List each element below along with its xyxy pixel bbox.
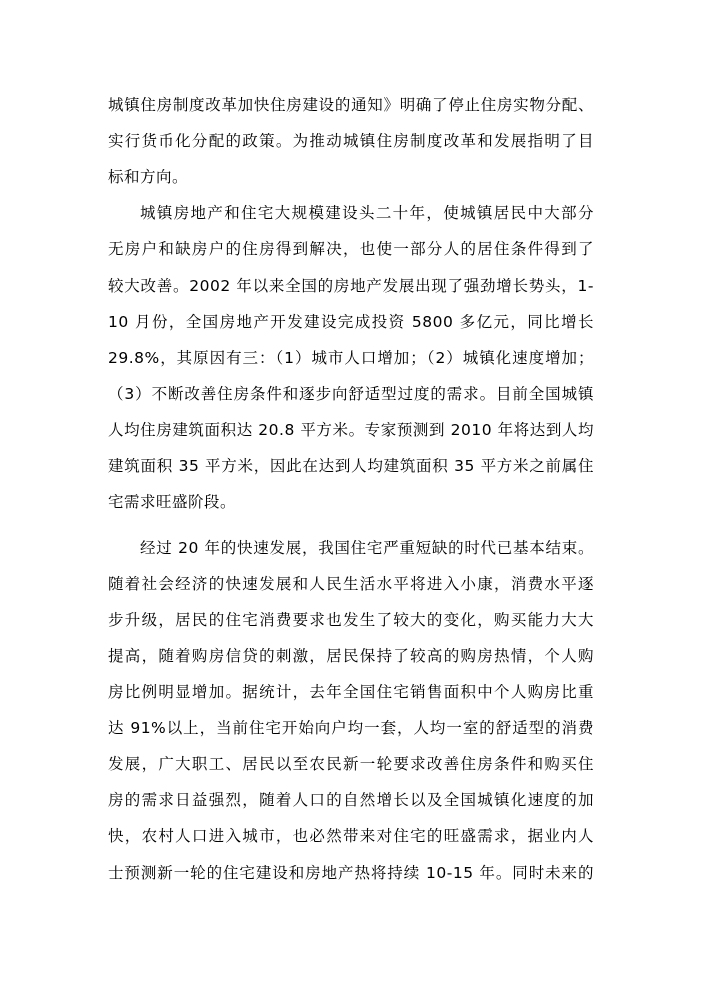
text-line-16: 提高，随着购房信贷的刺激，居民保持了较高的购房热情，个人购 [108, 647, 594, 665]
text-line-15: 步升级，居民的住宅消费要求也发生了较大的变化，购买能力大大 [108, 611, 594, 629]
text-line-2: 实行货币化分配的政策。为推动城镇住房制度改革和发展指明了目 [108, 132, 594, 150]
text-line-17: 房比例明显增加。据统计，去年全国住宅销售面积中个人购房比重 [108, 683, 594, 701]
text-line-22: 士预测新一轮的住宅建设和房地产热将持续 10-15 年。同时未来的 [108, 864, 594, 882]
text-line-11: 建筑面积 35 平方米，因此在达到人均建筑面积 35 平方米之前属住 [108, 457, 594, 475]
text-line-3: 标和方向。 [108, 168, 189, 186]
text-line-18: 达 91%以上，当前住宅开始向户均一套，人均一室的舒适型的消费 [108, 719, 594, 737]
text-line-10: 人均住房建筑面积达 20.8 平方米。专家预测到 2010 年将达到人均 [108, 421, 594, 439]
text-line-5: 无房户和缺房户的住房得到解决，也使一部分人的居住条件得到了 [108, 240, 594, 258]
text-line-1: 城镇住房制度改革加快住房建设的通知》明确了停止住房实物分配、 [108, 96, 594, 114]
text-line-6: 较大改善。2002 年以来全国的房地产发展出现了强劲增长势头，1- [108, 277, 594, 295]
text-line-9: （3）不断改善住房条件和逐步向舒适型过度的需求。目前全国城镇 [108, 385, 594, 403]
text-line-4: 城镇房地产和住宅大规模建设头二十年，使城镇居民中大部分 [140, 204, 594, 222]
text-line-21: 快，农村人口进入城市，也必然带来对住宅的旺盛需求，据业内人 [108, 827, 594, 845]
text-line-20: 房的需求日益强烈，随着人口的自然增长以及全国城镇化速度的加 [108, 791, 594, 809]
text-line-13: 经过 20 年的快速发展，我国住宅严重短缺的时代已基本结束。 [140, 539, 594, 557]
text-line-14: 随着社会经济的快速发展和人民生活水平将进入小康，消费水平逐 [108, 575, 594, 593]
text-line-8: 29.8%，其原因有三：（1）城市人口增加；（2）城镇化速度增加； [108, 349, 594, 367]
text-line-7: 10 月份，全国房地产开发建设完成投资 5800 多亿元，同比增长 [108, 313, 594, 331]
text-line-12: 宅需求旺盛阶段。 [108, 493, 237, 511]
text-line-19: 发展，广大职工、居民以至农民新一轮要求改善住房条件和购买住 [108, 755, 594, 773]
